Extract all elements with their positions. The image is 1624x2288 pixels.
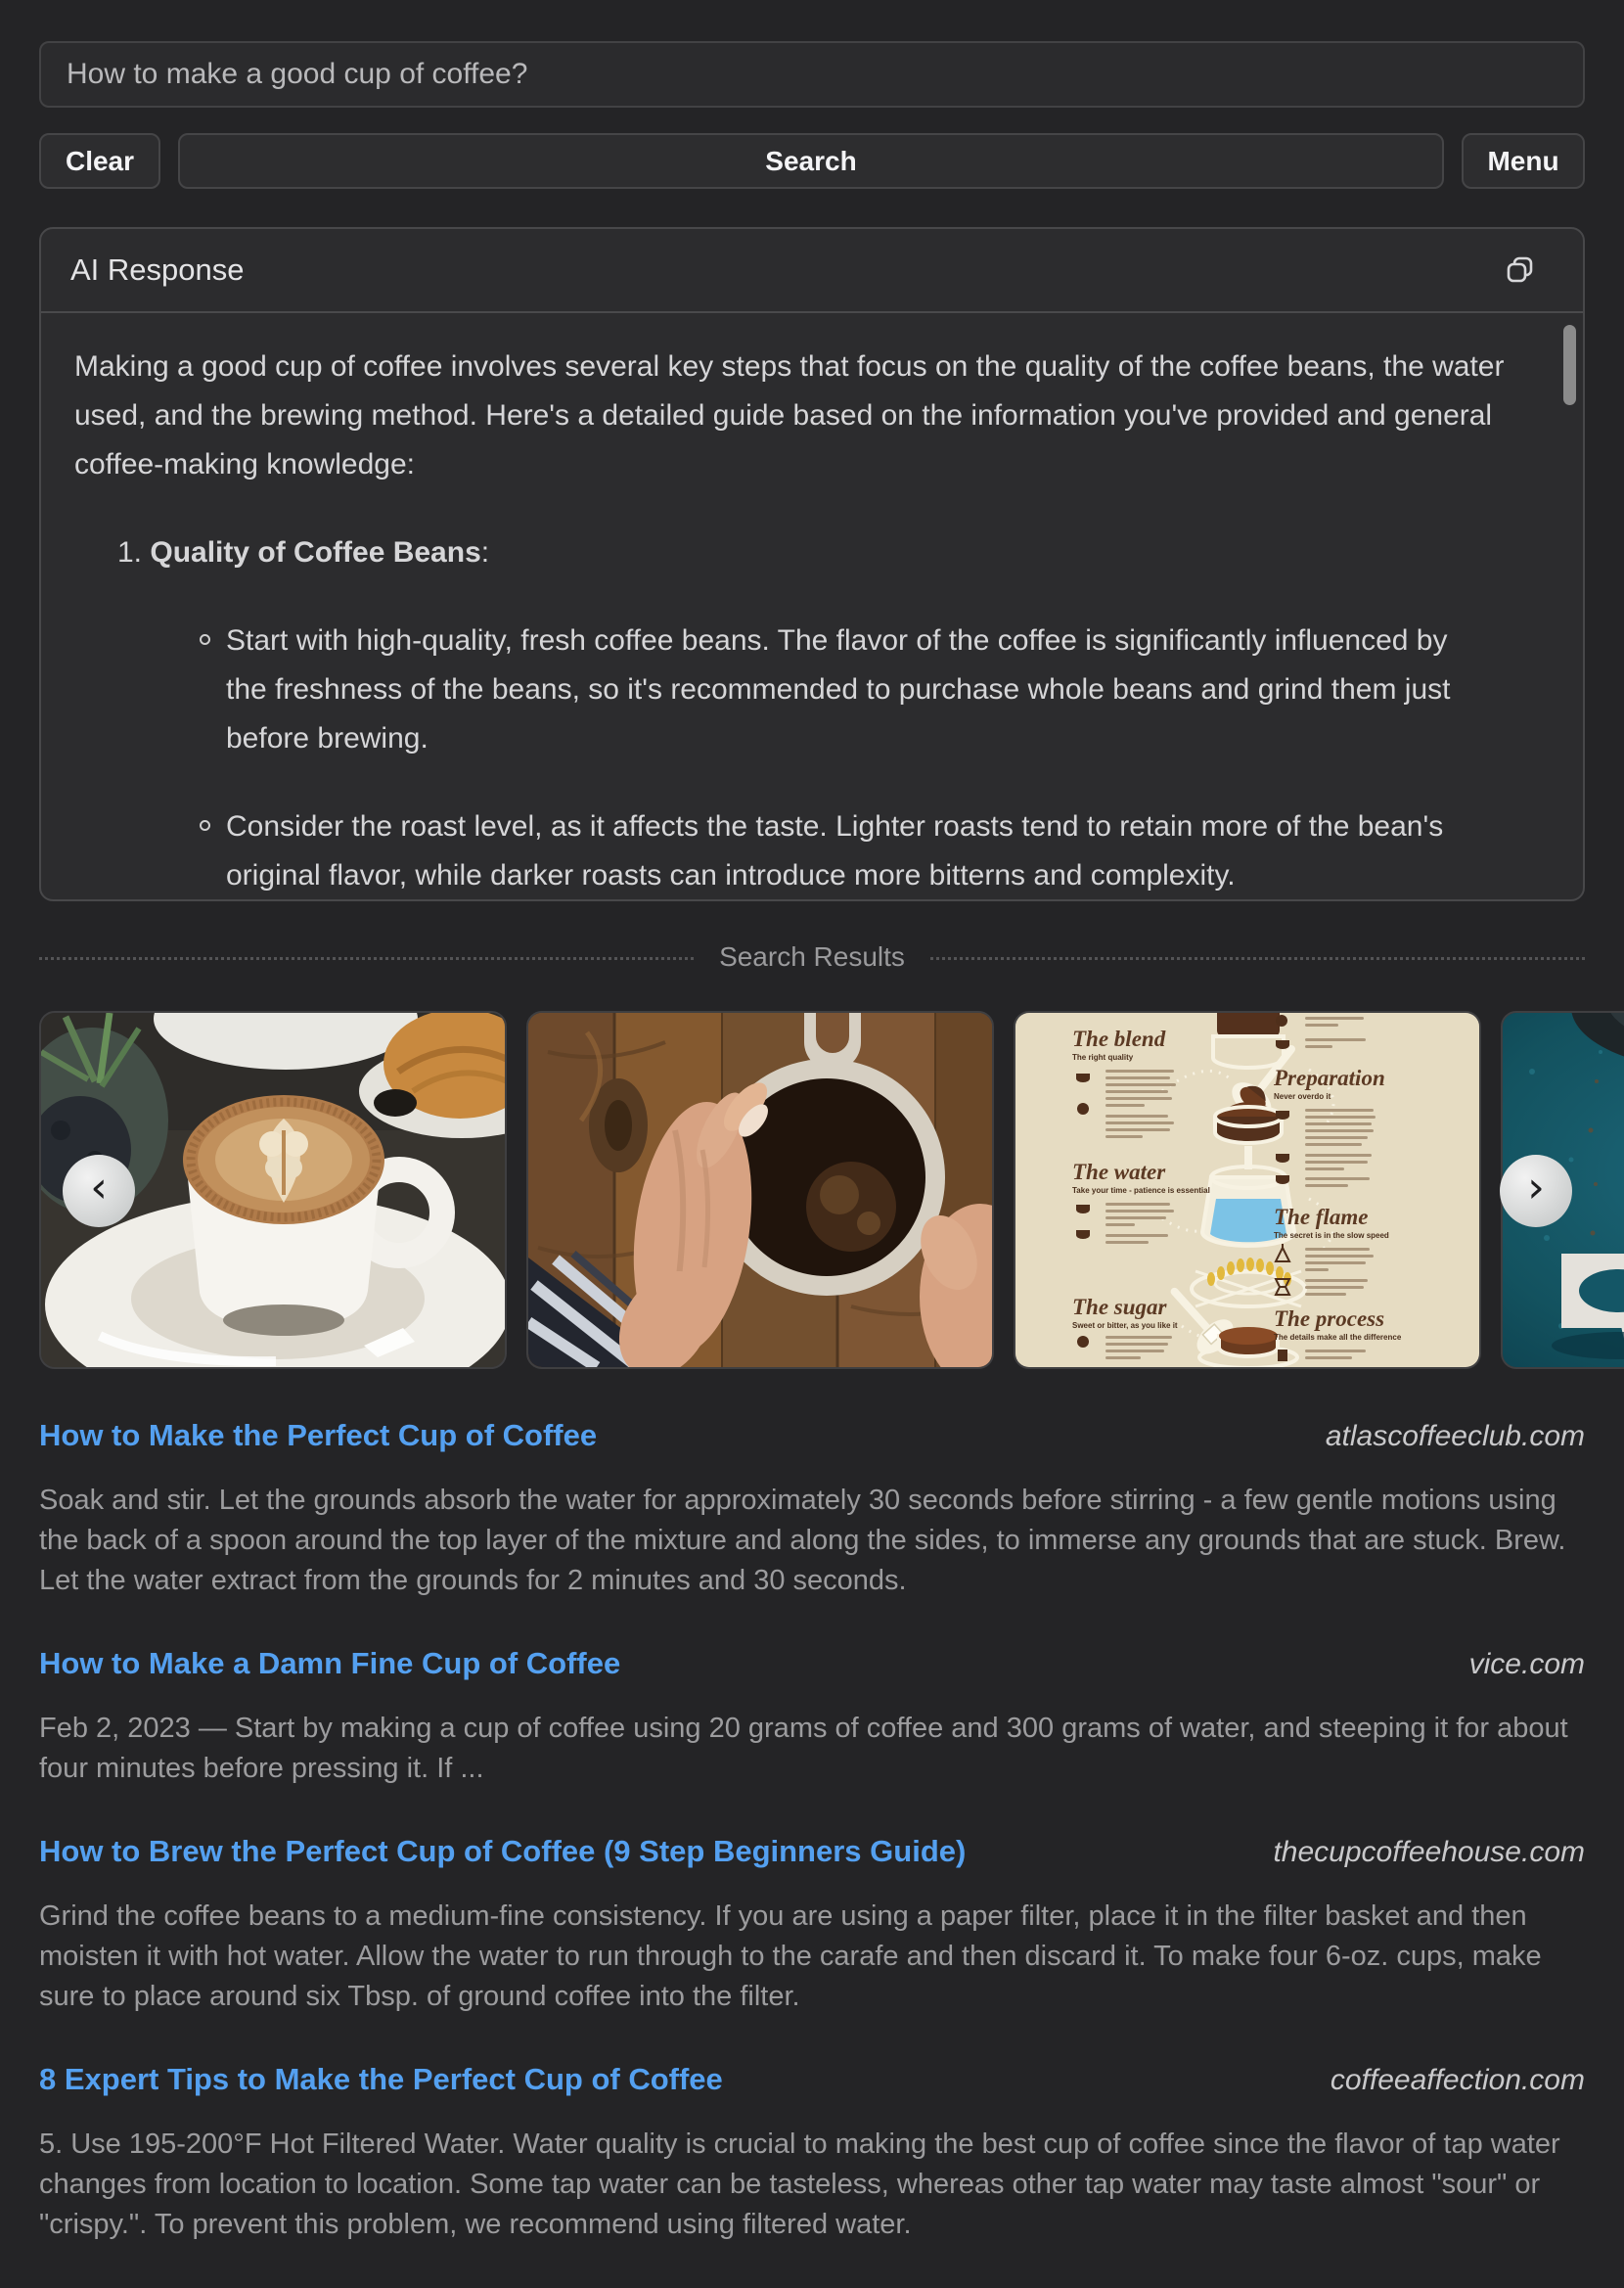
result-item bbox=[39, 1834, 1585, 2017]
ai-response-panel bbox=[39, 227, 1585, 901]
result-domain: coffeeaffection.com bbox=[1330, 2064, 1585, 2096]
black-coffee-photo-card[interactable] bbox=[526, 1011, 994, 1369]
carousel-next-button[interactable] bbox=[1500, 1155, 1572, 1227]
ai-response-body[interactable] bbox=[41, 313, 1583, 899]
result-snippet: Grind the coffee beans to a medium-fine consistency. If you are using a paper filter, place it in the filter basket and then moisten it with hot water. Allow the water to run through to the carafe and then discard it. To make four 6-oz. cups, make sure to place around six Tbsp. of ground coffee into the filter. bbox=[39, 1900, 1542, 2012]
coffee-infographic-image bbox=[1015, 1013, 1479, 1367]
svg-text:The details make all the diffe: The details make all the difference bbox=[1274, 1333, 1402, 1342]
menu-button[interactable]: Menu bbox=[1462, 133, 1585, 189]
ai-bullet-item: Consider the roast level, as it affects the taste. Lighter roasts tend to retain more of the bean's original flavor, while darker roasts can introduce more bitterns and complexity. bbox=[200, 802, 1469, 899]
search-results-list bbox=[39, 1418, 1585, 2245]
ai-list-item: 1. Quality of Coffee Beans: bbox=[117, 536, 490, 569]
toolbar bbox=[39, 133, 1585, 189]
results-divider-label: Search Results bbox=[719, 941, 905, 972]
svg-text:The water: The water bbox=[1072, 1160, 1166, 1184]
bullet-circle-icon bbox=[200, 634, 210, 645]
result-snippet: Feb 2, 2023 — Start by making a cup of coffee using 20 grams of coffee and 300 grams of water, and steeping it for about four minutes before pressing it. If ... bbox=[39, 1713, 1568, 1784]
result-item bbox=[39, 2062, 1585, 2245]
ai-scrollbar-thumb[interactable] bbox=[1563, 325, 1576, 405]
svg-text:Take your time - patience is e: Take your time - patience is essential bbox=[1072, 1186, 1210, 1195]
results-divider bbox=[39, 940, 1585, 974]
ai-bullet-item: Start with high-quality, fresh coffee beans. The flavor of the coffee is significantly influenced by the freshness of the beans, so it's recommended to purchase whole beans and grind them just before brewing. bbox=[200, 617, 1469, 763]
black-coffee-photo-image bbox=[528, 1013, 992, 1367]
chevron-right-icon: › bbox=[1527, 1163, 1545, 1213]
carousel-prev-button[interactable] bbox=[63, 1155, 135, 1227]
result-domain: thecupcoffeehouse.com bbox=[1273, 1836, 1585, 1868]
svg-text:The right quality: The right quality bbox=[1072, 1053, 1134, 1062]
result-title-link[interactable]: 8 Expert Tips to Make the Perfect Cup of Coffee bbox=[39, 2062, 723, 2096]
divider-dotted-line bbox=[39, 957, 694, 960]
svg-text:Never overdo it: Never overdo it bbox=[1274, 1092, 1331, 1101]
bullet-circle-icon bbox=[200, 820, 210, 831]
svg-text:The sugar: The sugar bbox=[1072, 1295, 1167, 1319]
infographic-card[interactable] bbox=[1014, 1011, 1481, 1369]
ai-response-paragraph: Making a good cup of coffee involves several key steps that focus on the quality of the coffee beans, the water used, and the brewing method. Here's a detailed guide based on the information you've provided and general coffee-making knowledge: bbox=[74, 350, 1505, 480]
search-query-input[interactable] bbox=[39, 41, 1585, 108]
svg-text:The blend: The blend bbox=[1072, 1027, 1166, 1051]
ai-response-header bbox=[41, 229, 1583, 313]
result-domain: atlascoffeeclub.com bbox=[1325, 1420, 1585, 1452]
result-snippet: Soak and stir. Let the grounds absorb the water for approximately 30 seconds before stirring - a few gentle motions using the back of a spoon around the top layer of the mixture and along the sides, to immerse any grounds that are stuck. Brew. Let the water extract from the grounds for 2 minutes and 30 seconds. bbox=[39, 1485, 1566, 1596]
svg-text:The process: The process bbox=[1274, 1306, 1385, 1331]
copy-icon bbox=[1505, 254, 1536, 286]
clear-button[interactable]: Clear bbox=[39, 133, 160, 189]
image-carousel bbox=[39, 1011, 1624, 1369]
svg-text:Sweet or bitter, as you like i: Sweet or bitter, as you like it bbox=[1072, 1321, 1178, 1330]
result-item bbox=[39, 1646, 1585, 1789]
chevron-left-icon: ‹ bbox=[90, 1163, 108, 1213]
result-title-link[interactable]: How to Make the Perfect Cup of Coffee bbox=[39, 1418, 598, 1452]
divider-dotted-line bbox=[930, 957, 1585, 960]
result-snippet: 5. Use 195-200°F Hot Filtered Water. Water quality is crucial to making the best cup of coffee since the flavor of tap water changes from location to location. Some tap water can be tasteless, whereas other tap water may taste almost "sour" or "crispy.". To prevent this problem, we recommend using filtered water. bbox=[39, 2128, 1560, 2240]
svg-text:The flame: The flame bbox=[1274, 1205, 1369, 1229]
result-title-link[interactable]: How to Make a Damn Fine Cup of Coffee bbox=[39, 1646, 621, 1680]
search-button[interactable]: Search bbox=[178, 133, 1444, 189]
svg-text:The secret is in the slow spee: The secret is in the slow speed bbox=[1274, 1231, 1389, 1240]
result-item bbox=[39, 1418, 1585, 1601]
ai-response-title: AI Response bbox=[70, 252, 245, 287]
result-title-link[interactable]: How to Brew the Perfect Cup of Coffee (9 Step Beginners Guide) bbox=[39, 1834, 967, 1868]
result-domain: vice.com bbox=[1468, 1648, 1585, 1680]
svg-text:Preparation: Preparation bbox=[1274, 1066, 1385, 1090]
copy-button[interactable] bbox=[1501, 251, 1540, 290]
